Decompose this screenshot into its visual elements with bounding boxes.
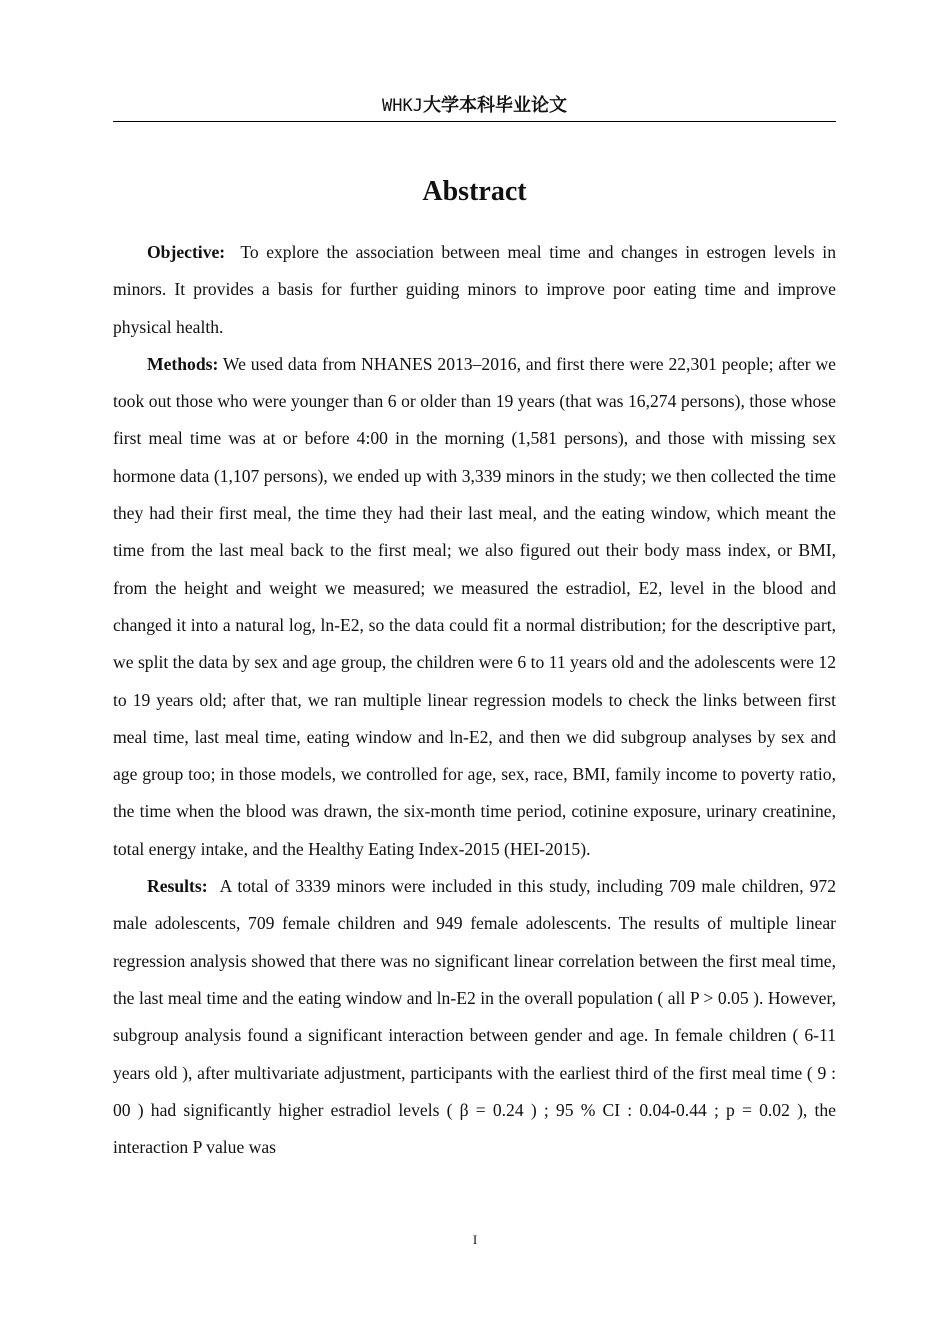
objective-label: Objective: (147, 242, 226, 262)
abstract-body (113, 234, 836, 1166)
results-text: A total of 3339 minors were included in this study, including 709 male children, 972 male adolescents, 709 female children and 949 female adolescents. The results of multiple linear regression analysis showed that there was no significant linear correlation between the first meal time, the last meal time and the eating window and ln-E2 in the overall population ( all P > 0.05 ). However, subgroup analysis found a significant interaction between gender and age. In female children ( 6-11 years old ), after multivariate adjustment, participants with the earliest third of the first meal time ( 9 : 00 ) had significantly higher estradiol levels ( β = 0.24 ) ; 95 % CI : 0.04-0.44 ; p = 0.02 ), the interaction P value was (113, 876, 836, 1158)
header-thesis-label: 大学本科毕业论文 (422, 95, 567, 116)
running-header (113, 93, 836, 122)
header-university-code: WHKJ (382, 96, 423, 116)
methods-label: Methods: (147, 353, 219, 374)
methods-text: We used data from NHANES 2013–2016, and first there were 22,301 people; after we took out those who were younger than 6 or older than 19 years (that was 16,274 persons), those whose first meal time was at or before 4:00 in the morning (1,581 persons), and those with missing sex hormone data (1,107 persons), we ended up with 3,339 minors in the study; we then collected the time they had their first meal, the time they had their last meal, and the eating window, which meant the time from the last meal back to the first meal; we also figured out their body mass index, or BMI, from the height and weight we measured; we measured the estradiol, E2, level in the blood and changed it into a natural log, ln-E2, so the data could fit a normal distribution; for the descriptive part, we split the data by sex and age group, the children were 6 to 11 years old and the adolescents were 12 to 19 years old; after that, we ran multiple linear regression models to check the links between first meal time, last meal time, eating window and ln-E2, and then we did subgroup analyses by sex and age group too; in those models, we controlled for age, sex, race, BMI, family income to poverty ratio, the time when the blood was drawn, the six-month time period, cotinine exposure, urinary creatinine, total energy intake, and the Healthy Eating Index-2015 (HEI-2015). (113, 353, 836, 859)
methods-paragraph (113, 346, 836, 868)
objective-paragraph (113, 234, 836, 346)
objective-text: To explore the association between meal time and changes in estrogen levels in minors. It provides a basis for further guiding minors to improve poor eating time and improve physical health. (113, 242, 836, 337)
page-number: I (472, 1232, 478, 1247)
results-label: Results: (147, 876, 208, 897)
page-title: Abstract (422, 176, 527, 207)
results-paragraph (113, 868, 836, 1166)
